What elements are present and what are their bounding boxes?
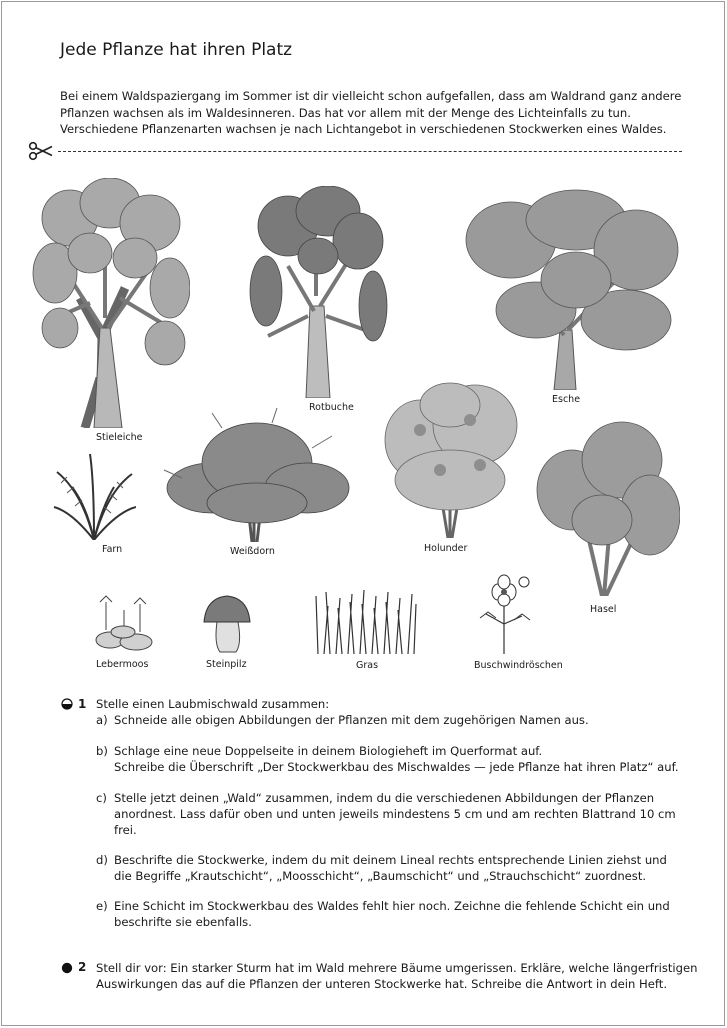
task-1e-line-1: Eine Schicht im Stockwerkbau des Waldes fehlt hier noch. Zeichne die fehlende Schicht ein und (114, 899, 670, 913)
task-1b-line-2: Schreibe die Überschrift „Der Stockwerkbau des Mischwaldes — jede Pflanze hat ihren Platz“ auf. (114, 760, 679, 774)
task-1e-line-2: beschrifte sie ebenfalls. (114, 915, 252, 929)
label-stieleiche: Stieleiche (96, 432, 143, 443)
task-2-line-2: Auswirkungen das auf die Pflanzen der unteren Stockwerke hat. Schreibe die Antwort in dein Heft. (96, 977, 668, 991)
weissdorn-illustration (162, 408, 352, 542)
task-1d (96, 852, 696, 884)
steinpilz-illustration (202, 594, 252, 654)
label-farn: Farn (102, 544, 123, 555)
scissors-icon (28, 140, 54, 162)
label-holunder: Holunder (424, 543, 468, 554)
label-lebermoos: Lebermoos (96, 659, 149, 670)
task-1c-line-2: anordnest. Lass dafür oben und unten jeweils mindestens 5 cm und am rechten Blattrand 10 cm (114, 807, 676, 821)
rotbuche-illustration (248, 186, 388, 398)
task-1b-letter: b) (96, 744, 108, 758)
label-steinpilz: Steinpilz (206, 659, 247, 670)
task-1-number: 1 (78, 697, 87, 711)
task-2-text (96, 960, 716, 992)
task-1-heading: Stelle einen Laubmischwald zusammen: (96, 697, 330, 711)
task-1a-letter: a) (96, 713, 108, 727)
task-1a (96, 712, 696, 728)
task-1c (96, 790, 696, 838)
half-filled-circle-icon (61, 698, 73, 710)
page-title: Jede Pflanze hat ihren Platz (60, 40, 293, 60)
stieleiche-illustration (30, 178, 190, 428)
task-1c-line-1: Stelle jetzt deinen „Wald“ zusammen, indem du die verschiedenen Abbildungen der Pflanzen (114, 791, 655, 805)
label-weissdorn: Weißdorn (230, 546, 275, 557)
holunder-illustration (380, 380, 520, 538)
task-1d-letter: d) (96, 853, 108, 867)
task-1d-line-2: die Begriffe „Krautschicht“, „Moosschicht“, „Baumschicht“ und „Strauchschicht“ zuordnest. (114, 869, 647, 883)
hasel-illustration (532, 420, 680, 596)
intro-text: Bei einem Waldspaziergang im Sommer ist dir vielleicht schon aufgefallen, dass am Waldrand ganz andere Pflanzen wachsen als im Waldesinneren. Das hat vor allem mit der Menge des Lichteinfalls zu tun. Verschiedene Pflanzenarten wachsen je nach Lichtangebot in verschiedenen Stockwerken eines Waldes. (60, 89, 682, 136)
task-1c-letter: c) (96, 791, 107, 805)
label-rotbuche: Rotbuche (309, 402, 354, 413)
label-buschwindroeschen: Buschwindröschen (474, 660, 563, 671)
task-1b-line-1: Schlage eine neue Doppelseite in deinem Biologieheft im Querformat auf. (114, 744, 543, 758)
task-1a-line-1: Schneide alle obigen Abbildungen der Pflanzen mit dem zugehörigen Namen aus. (114, 713, 589, 727)
buschwindroeschen-illustration (476, 574, 534, 654)
label-gras: Gras (356, 660, 379, 671)
cut-line (58, 151, 682, 152)
task-1b (96, 743, 696, 775)
lebermoos-illustration (90, 590, 158, 654)
gras-illustration (314, 588, 418, 654)
task-1d-line-1: Beschrifte die Stockwerke, indem du mit deinem Lineal rechts entsprechende Linien ziehst und (114, 853, 667, 867)
filled-circle-icon (61, 962, 73, 974)
task-1e (96, 898, 696, 930)
label-esche: Esche (552, 394, 581, 405)
task-1c-line-3: frei. (114, 823, 137, 837)
task-1e-letter: e) (96, 899, 108, 913)
farn-illustration (52, 452, 136, 540)
task-2-number: 2 (78, 960, 87, 974)
label-hasel: Hasel (590, 604, 617, 615)
esche-illustration (456, 180, 682, 390)
task-2-line-1: Stell dir vor: Ein starker Sturm hat im Wald mehrere Bäume umgerissen. Erkläre, welche längerfristigen (96, 961, 698, 975)
